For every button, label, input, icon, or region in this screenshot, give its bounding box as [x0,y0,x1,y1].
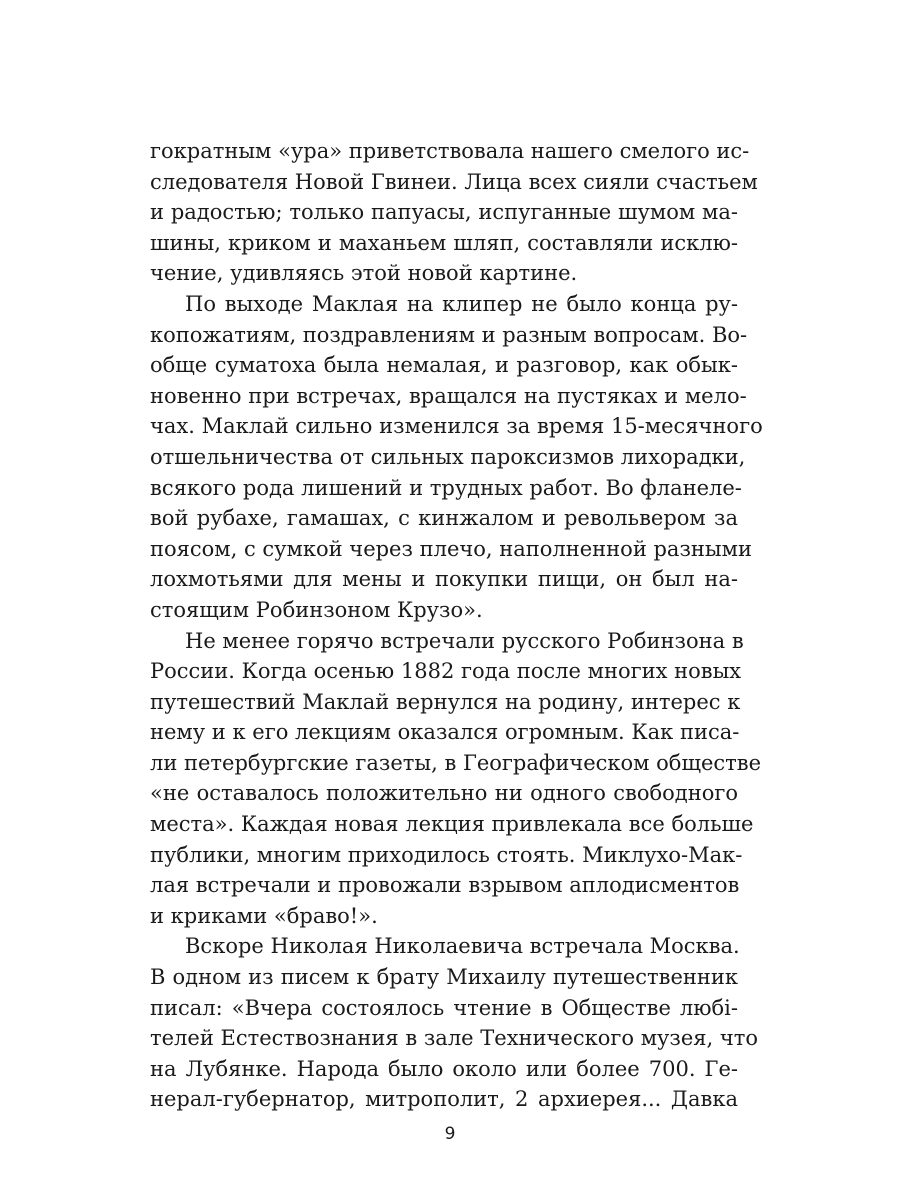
text-line: следователя Новой Гвинеи. Лица всех сияли счастьем [150,169,758,194]
text-line: писал: «Вчера состоялось чтение в Обществе любі- [150,995,738,1020]
text-line: и криками «браво!». [150,903,378,928]
paragraph-1 [150,136,758,289]
text-line: поясом, с сумкой через плечо, наполненной разными [150,536,752,561]
text-line: лохмотьями для мены и покупки пищи, он был на- [150,567,738,592]
text-line: обще суматоха была немалая, и разговор, как обык- [150,353,738,378]
text-line: места». Каждая новая лекция привлекала все больше [150,812,754,837]
text-line: нерал-губернатор, митрополит, 2 архиерея... Давка [150,1087,738,1112]
text-line: нему и к его лекциям оказался огромным. Как писа- [150,720,740,745]
text-line: шины, криком и маханьем шляп, составляли исклю- [150,230,738,255]
text-line: гократным «ура» приветствовала нашего смелого ис- [150,139,750,163]
text-line: «не оставалось положительно ни одного свободного [150,781,738,806]
text-line: стоящим Робинзоном Крузо». [150,597,483,622]
text-line: лая встречали и провожали взрывом аплодисментов [150,873,740,898]
text-line: России. Когда осенью 1882 года после многих новых [150,659,742,684]
text-line: вой рубахе, гамашах, с кинжалом и револьвером за [150,506,738,531]
text-line: Вскоре Николая Николаевича встречала Москва. [185,934,740,959]
text-line: и радостью; только папуасы, испуганные шумом ма- [150,200,738,225]
paragraph-3 [150,626,762,932]
page-number: 9 [444,1124,456,1144]
text-line: на Лубянке. Народа было около или более 700. Ге- [150,1056,738,1081]
text-line: В одном из писем к брату Михаилу путешественник [150,965,738,990]
text-line: публики, многим приходилось стоять. Миклухо-Мак- [150,842,743,867]
text-line: всякого рода лишений и трудных работ. Во фланеле- [150,475,742,500]
paragraph-2 [150,289,763,626]
text-line: путешествий Маклай вернулся на родину, интерес к [150,689,741,714]
text-line: По выходе Маклая на клипер не было конца ру- [185,291,738,316]
text-line: телей Естествознания в зале Технического музея, что [150,1026,759,1051]
text-line: чение, удивляясь этой новой картине. [150,261,578,286]
text-line: Не менее горячо встречали русского Робинзона в [185,628,744,653]
text-line: ли петербургские газеты, в Географическом обществе [150,750,762,775]
text-line: отшельничества от сильных пароксизмов лихорадки, [150,444,746,469]
text-line: копожатиям, поздравлениям и разным вопросам. Во- [150,322,748,347]
paragraph-4 [150,931,759,1115]
body-text [150,136,763,1115]
text-line: новенно при встречах, вращался на пустяках и мело- [150,383,747,408]
text-line: чах. Маклай сильно изменился за время 15-месячного [150,414,763,439]
